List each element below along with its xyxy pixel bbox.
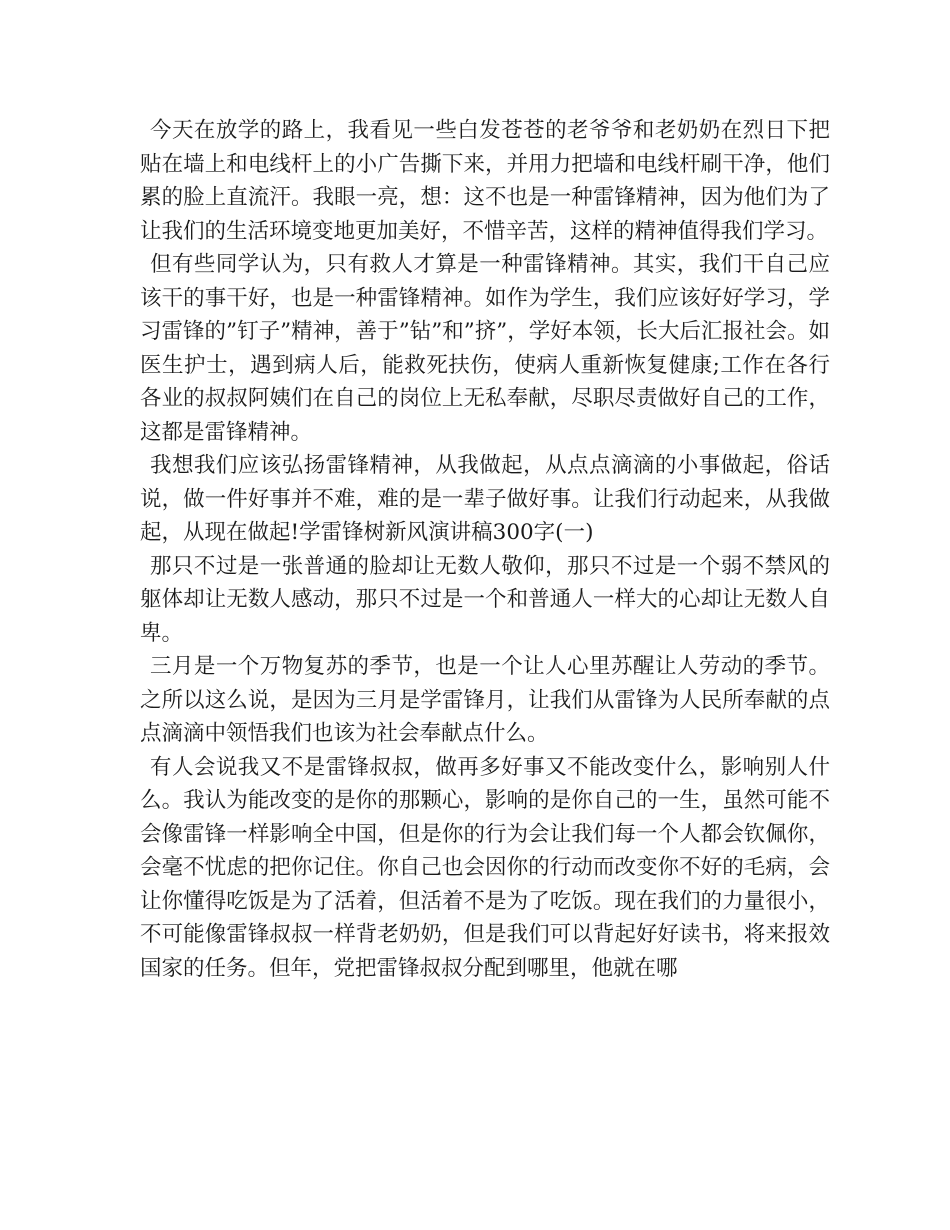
paragraph-2: 但有些同学认为，只有救人才算是一种雷锋精神。其实，我们干自己应该干的事干好，也是一种雷锋精神。如作为学生，我们应该好好学习，学习雷锋的”钉子”精神，善于”钻”和”挤”，学好本领，长大后汇报社会。如医生护士，遇到病人后，能救死扶伤，使病人重新恢复健康;工作在各行各业的叔叔阿姨们在自己的岗位上无私奉献，尽职尽责做好自己的工作，这都是雷锋精神。 [140, 252, 830, 445]
paragraph-5: 三月是一个万物复苏的季节，也是一个让人心里苏醒让人劳动的季节。之所以这么说，是因为三月是学雷锋月，让我们从雷锋为人民所奉献的点点滴滴中领悟我们也该为社会奉献点什么。 [140, 654, 830, 746]
paragraph-4: 那只不过是一张普通的脸却让无数人敬仰，那只不过是一个弱不禁风的躯体却让无数人感动，那只不过是一个和普通人一样大的心却让无数人自卑。 [140, 553, 830, 646]
document-body [140, 114, 830, 985]
paragraph-3: 我想我们应该弘扬雷锋精神，从我做起，从点点滴滴的小事做起，俗话说，做一件好事并不难，难的是一辈子做好事。让我们行动起来，从我做起，从现在做起!学雷锋树新风演讲稿300字(一) [140, 453, 830, 545]
paragraph-1: 今天在放学的路上，我看见一些白发苍苍的老爷爷和老奶奶在烈日下把贴在墙上和电线杆上的小广告撕下来，并用力把墙和电线杆刷干净，他们累的脸上直流汗。我眼一亮，想：这不也是一种雷锋精神，因为他们为了让我们的生活环境变地更加美好，不惜辛苦，这样的精神值得我们学习。 [140, 118, 830, 244]
paragraph-6: 有人会说我又不是雷锋叔叔，做再多好事又不能改变什么，影响别人什么。我认为能改变的是你的那颗心，影响的是你自己的一生，虽然可能不会像雷锋一样影响全中国，但是你的行为会让我们每一个人都会钦佩你，会毫不忧虑的把你记住。你自己也会因你的行动而改变你不好的毛病，会让你懂得吃饭是为了活着，但活着不是为了吃饭。现在我们的力量很小，不可能像雷锋叔叔一样背老奶奶，但是我们可以背起好好读书，将来报效国家的任务。但年，党把雷锋叔叔分配到哪里，他就在哪 [140, 754, 830, 981]
